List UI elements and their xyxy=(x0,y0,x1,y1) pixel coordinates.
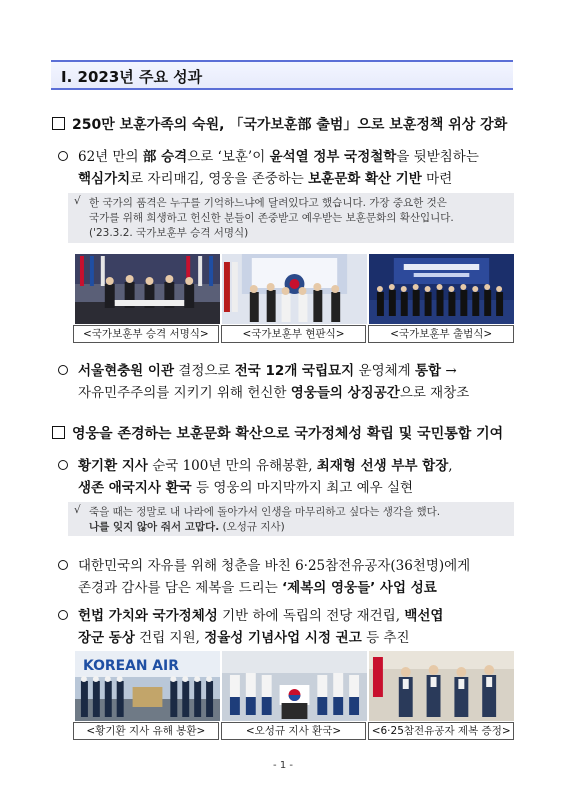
quote-note xyxy=(68,193,514,243)
item-line xyxy=(78,626,410,646)
item-line xyxy=(78,454,453,474)
text: 존경과 감사를 담은 제복을 드리는 xyxy=(78,580,283,596)
section-title: I. 2023년 주요 성과 xyxy=(61,68,203,86)
note-line xyxy=(89,519,285,534)
text-bold: 황기환 지사 xyxy=(78,458,148,474)
text: , xyxy=(448,458,453,474)
text-bold: 통합 xyxy=(414,363,442,379)
repatriation-photo xyxy=(75,651,220,721)
text-bold: 헌법 가치와 국가정체성 xyxy=(78,608,218,624)
checkbox-square-icon xyxy=(52,117,65,130)
photo-caption: <오성규 지사 환국> xyxy=(221,722,367,740)
text-bold: 서울현충원 이관 xyxy=(78,363,174,379)
section-header xyxy=(51,60,513,90)
airline-logo-text: KOREAN AIR xyxy=(82,657,179,675)
photo-caption: <국가보훈부 현판식> xyxy=(221,325,367,343)
bullet-circle-icon xyxy=(58,460,68,470)
text: 로 자리매김, 영웅을 존중하는 xyxy=(130,171,309,187)
note-line: 한 국가의 품격은 누구를 기억하느냐에 달려있다고 했습니다. 가장 중요한 것은 xyxy=(89,197,447,209)
checkbox-square-icon xyxy=(52,426,65,439)
note-bold: 나를 잊지 않아 줘서 고맙다. xyxy=(89,521,220,533)
photo-caption: <황기환 지사 유해 봉환> xyxy=(73,722,219,740)
text-bold: ‘제복의 영웅들’ 사업 성료 xyxy=(282,580,437,596)
quote-note xyxy=(68,502,514,536)
text-bold: 정율성 기념사업 시정 권고 xyxy=(204,630,362,646)
bullet-circle-icon xyxy=(58,610,68,620)
signboard-ceremony-photo xyxy=(222,254,367,324)
note-line: 죽을 때는 정말로 내 나라에 돌아가서 인생을 마무리하고 싶다는 생각을 했다. xyxy=(89,506,441,518)
signing-ceremony-photo xyxy=(75,254,220,324)
launch-ceremony-photo xyxy=(369,254,514,324)
uniform-presentation-photo xyxy=(369,651,514,721)
check-mark-icon: √ xyxy=(74,504,81,516)
bullet-circle-icon xyxy=(58,151,68,161)
text: 62년 만의 xyxy=(78,149,143,165)
text-bold: 윤석열 정부 국정철학 xyxy=(269,149,397,165)
return-home-photo xyxy=(222,651,367,721)
photo-row xyxy=(75,651,514,721)
text: 등 추진 xyxy=(361,630,410,646)
item-line xyxy=(78,576,437,596)
item-line xyxy=(78,359,457,379)
text-bold: 전국 12개 국립묘지 xyxy=(234,363,355,379)
text-bold: 장군 동상 xyxy=(78,630,135,646)
section1-heading: 250만 보훈가족의 숙원, 「국가보훈部 출범」으로 보훈정책 위상 강화 xyxy=(72,117,508,133)
text: 순국 100년 만의 유해봉환, xyxy=(147,458,317,474)
item-line xyxy=(78,604,443,624)
item-line xyxy=(78,167,452,187)
text-bold: 部 승격 xyxy=(142,149,188,165)
text: 등 영웅의 마지막까지 최고 예우 실현 xyxy=(191,480,414,496)
text: 으로 재창조 xyxy=(399,385,470,401)
photo-caption: <국가보훈부 승격 서명식> xyxy=(73,325,219,343)
text-bold: 보훈문화 확산 기반 xyxy=(308,171,422,187)
caption-row xyxy=(73,325,514,343)
text: 으로 ‘보훈’이 xyxy=(187,149,270,165)
text: 자유민주주의를 지키기 위해 헌신한 xyxy=(78,385,291,401)
photo-caption: <6·25참전유공자 제복 증정> xyxy=(368,722,514,740)
bullet-circle-icon xyxy=(58,365,68,375)
text-bold: 백선엽 xyxy=(404,608,444,624)
note-text: (오성규 지사) xyxy=(219,521,285,533)
text: 을 뒷받침하는 xyxy=(396,149,479,165)
item-line xyxy=(78,381,469,401)
text: 마련 xyxy=(421,171,453,187)
text-bold: 핵심가치 xyxy=(78,171,131,187)
check-mark-icon: √ xyxy=(74,195,81,207)
item-line xyxy=(78,476,413,496)
arrow-text: → xyxy=(441,363,457,379)
caption-row xyxy=(73,722,514,740)
text: 운영체계 xyxy=(354,363,415,379)
text-bold: 영웅들의 상징공간 xyxy=(290,385,400,401)
photo-caption: <국가보훈부 출범식> xyxy=(368,325,514,343)
text: 결정으로 xyxy=(174,363,235,379)
text: 건립 지원, xyxy=(134,630,205,646)
note-line: ('23.3.2. 국가보훈부 승격 서명식) xyxy=(89,227,249,239)
item-line: 대한민국의 자유를 위해 청춘을 바친 6·25참전유공자(36천명)에게 xyxy=(78,558,471,574)
note-line: 국가를 위해 희생하고 헌신한 분들이 존중받고 예우받는 보훈문화의 확산입니다. xyxy=(89,212,454,224)
section2-heading: 영웅을 존경하는 보훈문화 확산으로 국가정체성 확립 및 국민통합 기여 xyxy=(72,426,504,442)
text-bold: 최재형 선생 부부 합장 xyxy=(316,458,449,474)
text-bold: 생존 애국지사 환국 xyxy=(78,480,192,496)
photo-row xyxy=(75,254,514,324)
item-line xyxy=(78,145,479,165)
bullet-circle-icon xyxy=(58,560,68,570)
page-number: - 1 - xyxy=(273,760,293,771)
text: 기반 하에 독립의 전당 재건립, xyxy=(217,608,405,624)
